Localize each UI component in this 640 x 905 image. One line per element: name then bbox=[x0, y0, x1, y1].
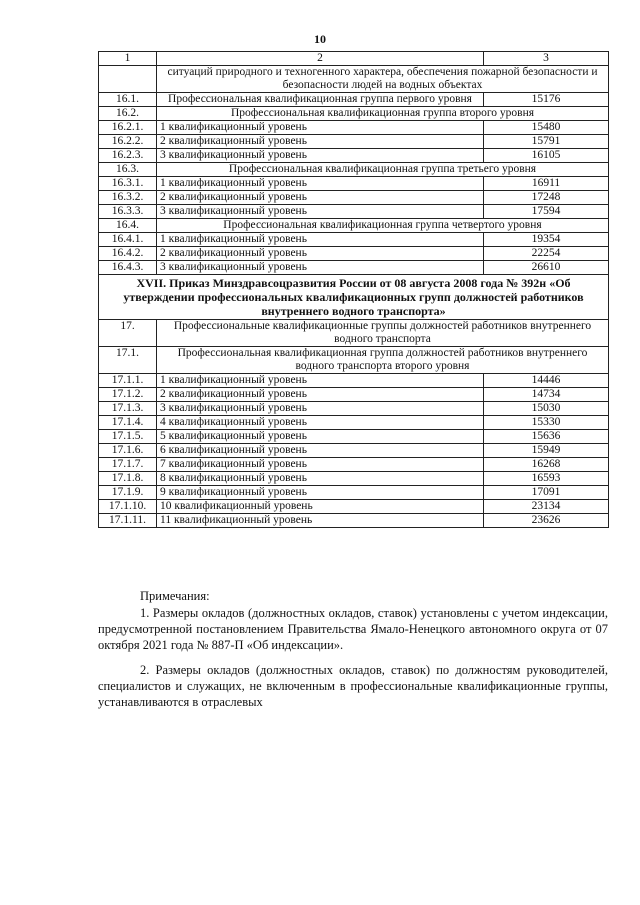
row-code: 17.1.6. bbox=[99, 444, 157, 458]
salary-table-body bbox=[99, 52, 609, 528]
table-row bbox=[99, 320, 609, 347]
row-code: 16.4.1. bbox=[99, 233, 157, 247]
row-name: 9 квалификационный уровень bbox=[157, 486, 484, 500]
row-code: 16.2.1. bbox=[99, 121, 157, 135]
row-salary: 19354 bbox=[484, 233, 609, 247]
table-row bbox=[99, 514, 609, 528]
continuation-row bbox=[99, 66, 609, 93]
row-code: 17.1.10. bbox=[99, 500, 157, 514]
row-code: 16.4.3. bbox=[99, 261, 157, 275]
row-salary: 15791 bbox=[484, 135, 609, 149]
note-2: 2. Размеры окладов (должностных окладов, ставок) по должностям руководителей, специалистов и служащих, не включенным в профессиональные квалификационные группы, устанавливаются в отраслевых bbox=[98, 663, 608, 709]
group-name: Профессиональные квалификационные группы должностей работников внутреннего водного транспорта bbox=[157, 320, 609, 347]
row-code: 17.1.8. bbox=[99, 472, 157, 486]
table-row bbox=[99, 444, 609, 458]
note-1: 1. Размеры окладов (должностных окладов, ставок) установлены с учетом индексации, предусмотренной постановлением Правительства Ямало-Ненецкого автономного округа от 07 октября 2021 года № 887-П «Об индексации». bbox=[98, 606, 608, 652]
row-name: 2 квалификационный уровень bbox=[157, 247, 484, 261]
row-salary: 15330 bbox=[484, 416, 609, 430]
section-title: XVII. Приказ Минздравсоцразвития России от 08 августа 2008 года № 392н «Об утверждении профессиональных квалификационных групп должностей работников внутреннего водного транспорта» bbox=[99, 275, 609, 320]
row-name: 11 квалификационный уровень bbox=[157, 514, 484, 528]
table-header-row bbox=[99, 52, 609, 66]
table-row bbox=[99, 135, 609, 149]
row-name: 3 квалификационный уровень bbox=[157, 402, 484, 416]
row-salary: 17594 bbox=[484, 205, 609, 219]
row-code: 17.1.11. bbox=[99, 514, 157, 528]
row-code: 17.1. bbox=[99, 347, 157, 374]
row-code: 17. bbox=[99, 320, 157, 347]
group-name: Профессиональная квалификационная группа второго уровня bbox=[157, 107, 609, 121]
row-code: 17.1.5. bbox=[99, 430, 157, 444]
table-row bbox=[99, 486, 609, 500]
row-code: 16.4. bbox=[99, 219, 157, 233]
table-cell-empty bbox=[99, 66, 157, 93]
row-name: 3 квалификационный уровень bbox=[157, 149, 484, 163]
row-salary: 16268 bbox=[484, 458, 609, 472]
table-row bbox=[99, 416, 609, 430]
table-row bbox=[99, 472, 609, 486]
row-code: 17.1.3. bbox=[99, 402, 157, 416]
row-salary: 17091 bbox=[484, 486, 609, 500]
row-name: 1 квалификационный уровень bbox=[157, 177, 484, 191]
row-salary: 15480 bbox=[484, 121, 609, 135]
row-name: 6 квалификационный уровень bbox=[157, 444, 484, 458]
row-code: 17.1.2. bbox=[99, 388, 157, 402]
table-row bbox=[99, 458, 609, 472]
header-cell-3: 3 bbox=[484, 52, 609, 66]
table-row bbox=[99, 191, 609, 205]
table-row bbox=[99, 430, 609, 444]
row-name: 10 квалификационный уровень bbox=[157, 500, 484, 514]
row-code: 16.3. bbox=[99, 163, 157, 177]
group-name: Профессиональная квалификационная группа третьего уровня bbox=[157, 163, 609, 177]
row-code: 16.3.1. bbox=[99, 177, 157, 191]
table-row bbox=[99, 402, 609, 416]
row-code: 16.2.3. bbox=[99, 149, 157, 163]
row-salary: 16911 bbox=[484, 177, 609, 191]
row-name: 2 квалификационный уровень bbox=[157, 388, 484, 402]
row-name: 1 квалификационный уровень bbox=[157, 121, 484, 135]
row-code: 16.3.2. bbox=[99, 191, 157, 205]
row-code: 17.1.7. bbox=[99, 458, 157, 472]
row-name: 8 квалификационный уровень bbox=[157, 472, 484, 486]
table-row bbox=[99, 247, 609, 261]
table-row bbox=[99, 93, 609, 107]
table-row bbox=[99, 374, 609, 388]
section-row bbox=[99, 275, 609, 320]
row-name: 7 квалификационный уровень bbox=[157, 458, 484, 472]
row-code: 17.1.4. bbox=[99, 416, 157, 430]
group-name: Профессиональная квалификационная группа должностей работников внутреннего водного транспорта второго уровня bbox=[157, 347, 609, 374]
group-name: Профессиональная квалификационная группа четвертого уровня bbox=[157, 219, 609, 233]
continuation-text: ситуаций природного и техногенного характера, обеспечения пожарной безопасности и безопасности людей на водных объектах bbox=[157, 66, 609, 93]
salary-table bbox=[98, 51, 609, 528]
row-salary: 14734 bbox=[484, 388, 609, 402]
notes-title: Примечания: bbox=[140, 589, 210, 603]
row-salary: 15636 bbox=[484, 430, 609, 444]
row-salary: 15176 bbox=[484, 93, 609, 107]
row-salary: 22254 bbox=[484, 247, 609, 261]
row-code: 17.1.9. bbox=[99, 486, 157, 500]
row-code: 16.3.3. bbox=[99, 205, 157, 219]
table-row bbox=[99, 177, 609, 191]
table-row bbox=[99, 121, 609, 135]
row-salary: 15949 bbox=[484, 444, 609, 458]
row-name: 3 квалификационный уровень bbox=[157, 261, 484, 275]
table-row bbox=[99, 149, 609, 163]
row-name: 5 квалификационный уровень bbox=[157, 430, 484, 444]
table-row bbox=[99, 107, 609, 121]
table-row bbox=[99, 163, 609, 177]
table-row bbox=[99, 500, 609, 514]
row-salary: 23626 bbox=[484, 514, 609, 528]
row-salary: 17248 bbox=[484, 191, 609, 205]
row-code: 16.2. bbox=[99, 107, 157, 121]
header-cell-2: 2 bbox=[157, 52, 484, 66]
row-name: 3 квалификационный уровень bbox=[157, 205, 484, 219]
row-code: 16.2.2. bbox=[99, 135, 157, 149]
page-number: 10 bbox=[314, 32, 326, 46]
row-name: 4 квалификационный уровень bbox=[157, 416, 484, 430]
row-code: 16.4.2. bbox=[99, 247, 157, 261]
row-salary: 16105 bbox=[484, 149, 609, 163]
row-name: Профессиональная квалификационная группа первого уровня bbox=[157, 93, 484, 107]
row-code: 16.1. bbox=[99, 93, 157, 107]
row-salary: 15030 bbox=[484, 402, 609, 416]
notes-block bbox=[98, 588, 608, 710]
row-code: 17.1.1. bbox=[99, 374, 157, 388]
row-name: 2 квалификационный уровень bbox=[157, 135, 484, 149]
table-row bbox=[99, 219, 609, 233]
table-row bbox=[99, 347, 609, 374]
row-salary: 23134 bbox=[484, 500, 609, 514]
header-cell-1: 1 bbox=[99, 52, 157, 66]
row-name: 1 квалификационный уровень bbox=[157, 374, 484, 388]
row-salary: 16593 bbox=[484, 472, 609, 486]
table-row bbox=[99, 261, 609, 275]
table-row bbox=[99, 233, 609, 247]
row-salary: 26610 bbox=[484, 261, 609, 275]
table-row bbox=[99, 205, 609, 219]
row-name: 2 квалификационный уровень bbox=[157, 191, 484, 205]
table-row bbox=[99, 388, 609, 402]
row-name: 1 квалификационный уровень bbox=[157, 233, 484, 247]
row-salary: 14446 bbox=[484, 374, 609, 388]
